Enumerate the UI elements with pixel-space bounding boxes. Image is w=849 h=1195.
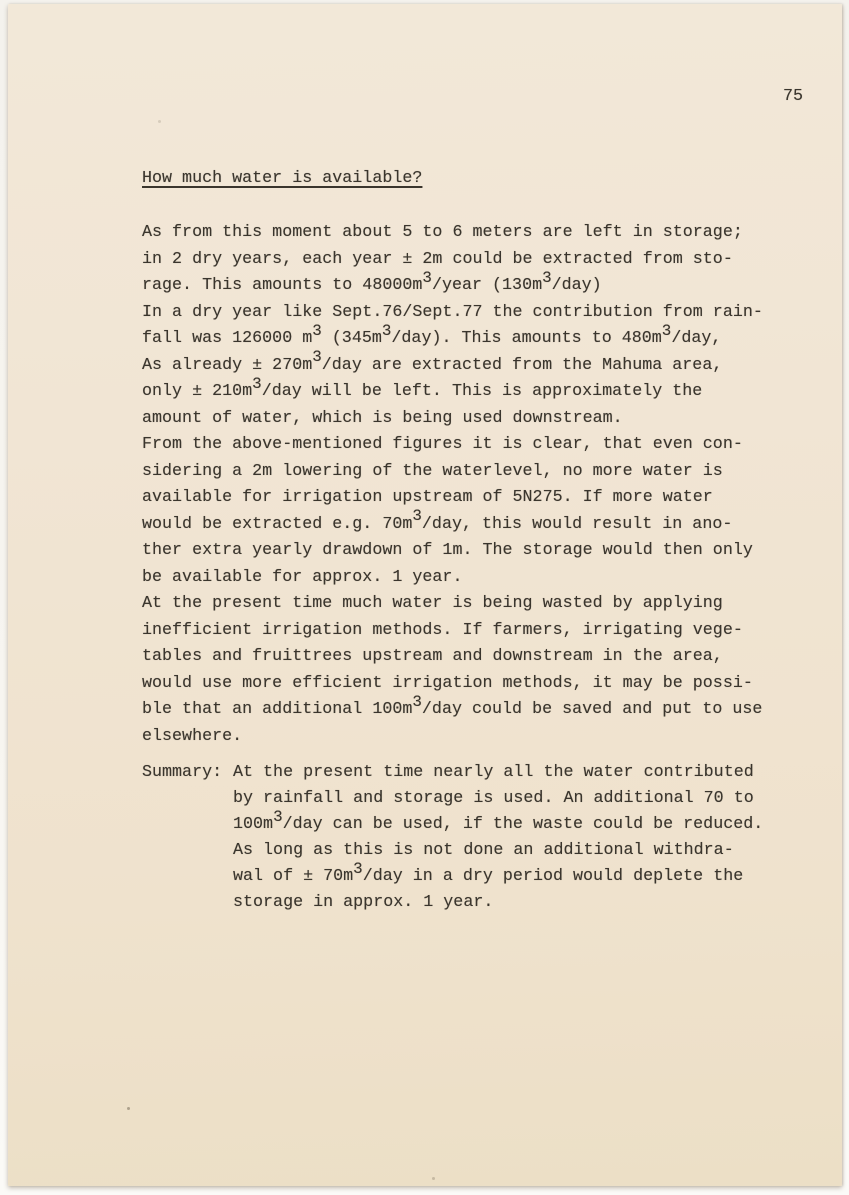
page-title: How much water is available? xyxy=(142,169,423,188)
text-line: As from this moment about 5 to 6 meters are left in storage; xyxy=(142,223,743,242)
text-line: ther extra yearly drawdown of 1m. The storage would then only xyxy=(142,541,753,560)
text-line: At the present time nearly all the water contributed xyxy=(233,763,754,782)
text-line: storage in approx. 1 year. xyxy=(233,893,494,912)
summary-text xyxy=(233,760,763,916)
text-line: be available for approx. 1 year. xyxy=(142,567,463,587)
summary-label: Summary: xyxy=(142,763,223,782)
text-line: In a dry year like Sept.76/Sept.77 the contribution from rain- xyxy=(142,302,763,322)
text-line: At the present time much water is being wasted by applying xyxy=(142,594,723,613)
text-line: would use more efficient irrigation methods, it may be possi- xyxy=(142,673,753,693)
text-line: in 2 dry years, each year ± 2m could be extracted from sto- xyxy=(142,249,733,269)
text-line: inefficient irrigation methods. If farmers, irrigating vege- xyxy=(142,620,743,640)
text-line: tables and fruittrees upstream and downstream in the area, xyxy=(142,647,723,666)
text-line: would be extracted e.g. $70m^3$/day, this would result in ano- xyxy=(142,507,733,534)
page-number: 75 xyxy=(783,87,804,106)
text-line: sidering a 2m lowering of the waterlevel, no more water is xyxy=(142,461,723,481)
document-page xyxy=(8,4,842,1186)
paper-speck xyxy=(127,1107,130,1110)
text-line: amount of water, which is being used downstream. xyxy=(142,408,623,428)
text-line: rage. This amounts to $48000m^3$/year $(130m^3/day)$ xyxy=(142,268,602,295)
text-line: available for irrigation upstream of 5N275. If more water xyxy=(142,488,713,507)
text-line: $100m^3$/day can be used, if the waste could be reduced. xyxy=(233,807,764,834)
text-line: wal of ± $70m^3$/day in a dry period would deplete the xyxy=(233,859,744,886)
summary-block xyxy=(142,760,763,916)
text-line: As long as this is not done an additional withdra- xyxy=(233,841,734,860)
paper-speck xyxy=(158,120,161,123)
text-line: ble that an additional $100m^3$/day could be saved and put to use xyxy=(142,692,763,719)
text-line: only ± $210m^3$/day will be left. This is approximately the xyxy=(142,374,703,401)
text-line: From the above-mentioned figures it is clear, that even con- xyxy=(142,435,743,454)
text-line: As already ± $270m^3$/day are extracted from the Mahuma area, xyxy=(142,348,723,375)
paper-speck xyxy=(432,1177,435,1180)
text-line: elsewhere. xyxy=(142,726,243,746)
text-line: by rainfall and storage is used. An additional 70 to xyxy=(233,789,754,808)
text-line: fall was 126000 $m^3$ $(345m^3/day)$. This amounts to $480m^3$/day, xyxy=(142,321,722,348)
body-text xyxy=(142,220,763,750)
